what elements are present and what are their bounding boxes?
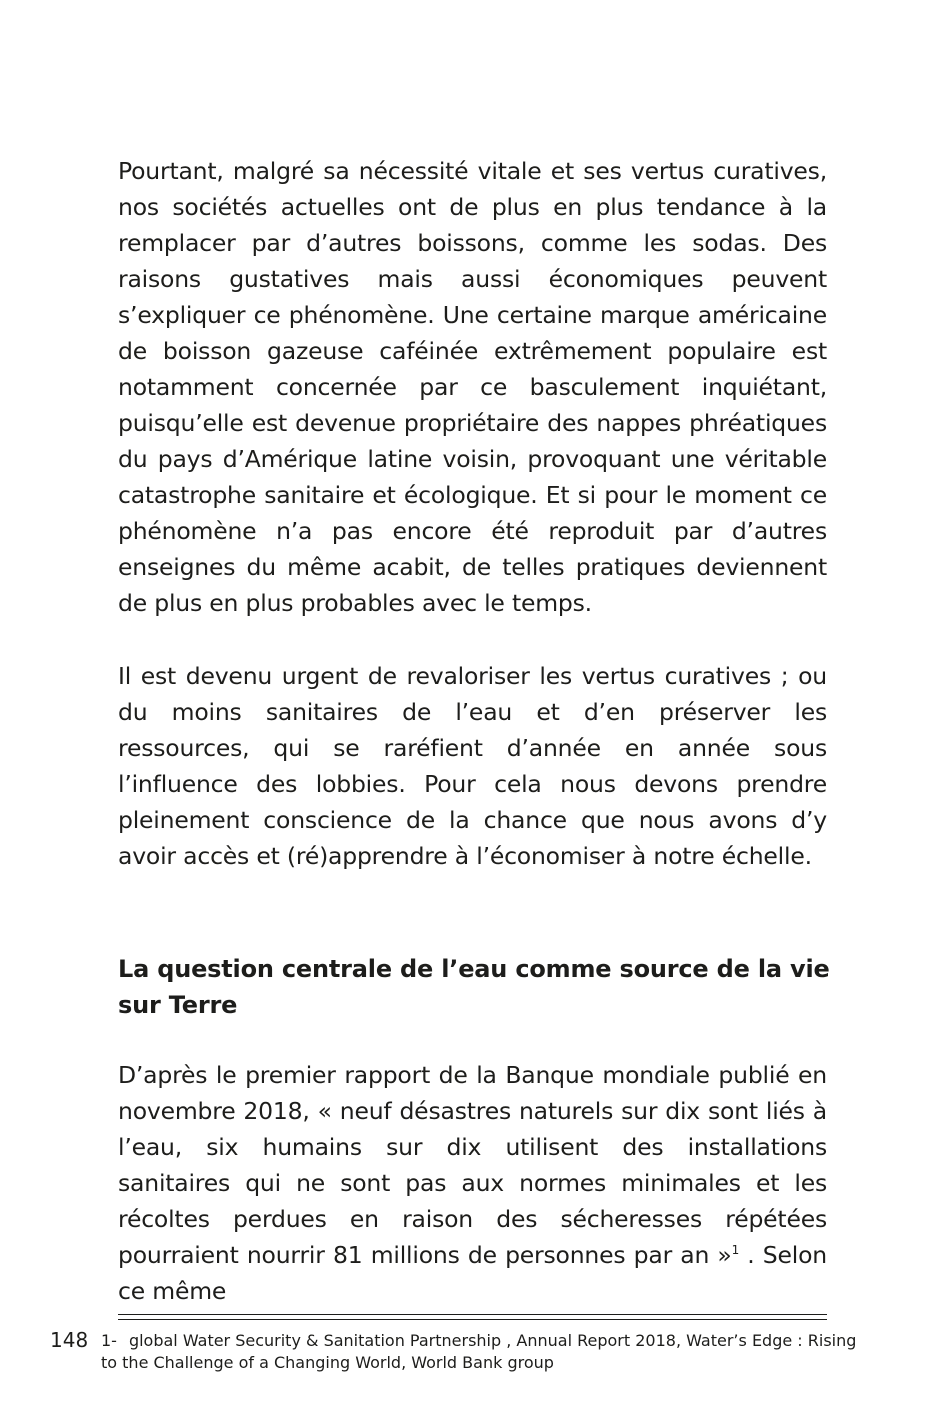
paragraph-2: Il est devenu urgent de revaloriser les vertus curatives ; ou du moins sanitaires de l’eau et d’en préserver les ressources, qui se raréfient d’année en année sous l’influence des lobbies. Pour cela nous devons prendre pleinement conscience de la chance que nous avons d’y avoir accès et (ré)apprendre à l’économiser à notre échelle. [118,662,827,870]
page-number: 148 [50,1328,89,1352]
footnote [101,1330,861,1374]
footnote-marker: 1- [101,1331,117,1350]
footnote-divider [118,1314,827,1320]
paragraph-3-text-end: . Selon ce même [118,1241,827,1305]
footnote-reference: 1 [731,1243,740,1258]
paragraph-1: Pourtant, malgré sa nécessité vitale et ses vertus curatives, nos sociétés actuelles ont de plus en plus tendance à la remplacer par d’autres boissons, comme les sodas. Des raisons gustatives mais aussi économiques peuvent s’expliquer ce phénomène. Une certaine marque américaine de boisson gazeuse caféinée extrêmement populaire est notamment concernée par ce basculement inquiétant, puisqu’elle est devenue propriétaire des nappes phréatiques du pays d’Amérique latine voisin, provoquant une véritable catastrophe sanitaire et écologique. Et si pour le moment ce phénomène n’a pas encore été reproduit par d’autres enseignes du même acabit, de telles pratiques deviennent de plus en plus probables avec le temps. [118,157,827,617]
section-heading: La question centrale de l’eau comme source de la vie sur Terre [118,955,830,1019]
paragraph-3-text: D’après le premier rapport de la Banque mondiale publié en novembre 2018, « neuf désastres naturels sur dix sont liés à l’eau, six humains sur dix utilisent des installations sanitaires qui ne sont pas aux normes minimales et les récoltes perdues en raison des sécheresses répétées pourraient nourrir 81 millions de personnes par an » [118,1061,827,1269]
paragraph-3 [118,1057,827,1309]
footnote-text: global Water Security & Sanitation Partnership , Annual Report 2018, Water’s Edge : Rising to the Challenge of a Changing World, World Bank group [101,1331,857,1372]
